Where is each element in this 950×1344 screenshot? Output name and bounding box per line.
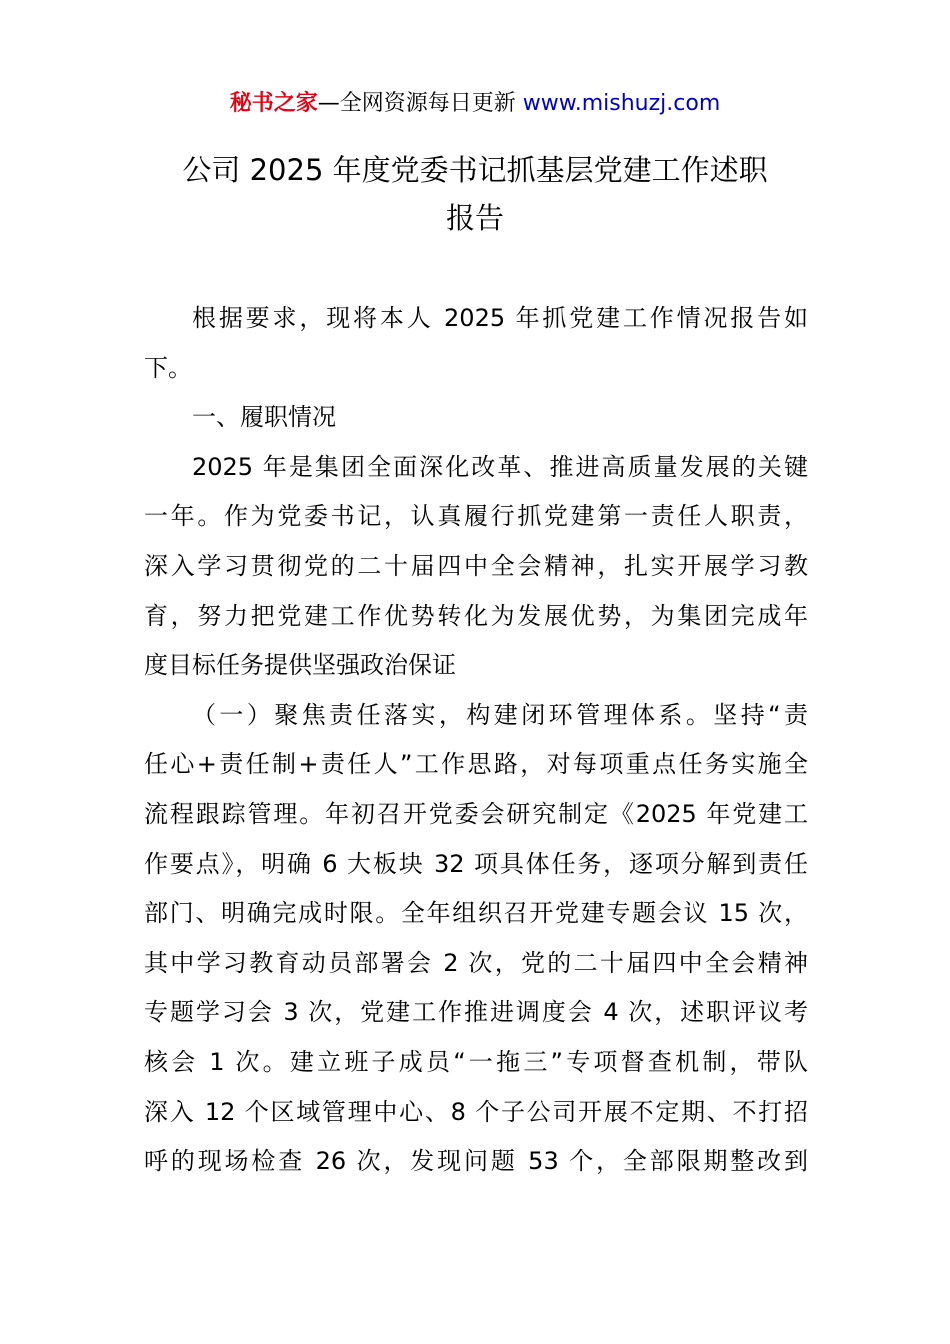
text-line: 任心+责任制+责任人”工作思路，对每项重点任务实施全 bbox=[144, 750, 808, 779]
site-header bbox=[0, 88, 950, 120]
section-heading bbox=[144, 393, 808, 443]
text-line: 专题学习会 3 次，党建工作推进调度会 4 次，述职评议考 bbox=[144, 998, 808, 1027]
text-line: 深入学习贯彻党的二十届四中全会精神，扎实开展学习教 bbox=[144, 551, 808, 580]
text-line: 流程跟踪管理。年初召开党委会研究制定《2025 年党建工 bbox=[144, 799, 808, 828]
title-line-1: 公司 2025 年度党委书记抓基层党建工作述职 bbox=[182, 153, 768, 187]
text-line: 育，努力把党建工作优势转化为发展优势，为集团完成年 bbox=[144, 601, 808, 630]
paragraph-responsibility bbox=[144, 691, 808, 1187]
title-line-2: 报告 bbox=[445, 201, 504, 235]
text-line: 下。 bbox=[144, 353, 192, 382]
text-line: 其中学习教育动员部署会 2 次，党的二十届四中全会精神 bbox=[144, 948, 808, 977]
text-line: 作要点》，明确 6 大板块 32 项具体任务，逐项分解到责任 bbox=[144, 849, 808, 878]
paragraph-overview bbox=[144, 443, 808, 691]
text-line: 部门、明确完成时限。全年组织召开党建专题会议 15 次， bbox=[144, 899, 808, 928]
text-line: 核会 1 次。建立班子成员“一拖三”专项督查机制，带队 bbox=[144, 1047, 808, 1076]
brand-name: 秘书之家 bbox=[229, 91, 318, 116]
header-tagline: —全网资源每日更新 bbox=[317, 91, 523, 116]
text-line: 2025 年是集团全面深化改革、推进高质量发展的关键 bbox=[192, 452, 808, 481]
document-body bbox=[144, 294, 808, 1187]
text-line: 呼的现场检查 26 次，发现问题 53 个，全部限期整改到 bbox=[144, 1147, 808, 1176]
text-line: 度目标任务提供坚强政治保证 bbox=[144, 651, 456, 680]
document-title bbox=[140, 146, 810, 242]
text-line: 一年。作为党委书记，认真履行抓党建第一责任人职责， bbox=[144, 502, 808, 531]
paragraph-intro bbox=[144, 294, 808, 393]
text-line: （一）聚焦责任落实，构建闭环管理体系。坚持“责 bbox=[192, 700, 808, 729]
text-line: 根据要求，现将本人 2025 年抓党建工作情况报告如 bbox=[192, 304, 808, 332]
heading-line: 一、履职情况 bbox=[192, 403, 336, 432]
text-line: 深入 12 个区域管理中心、8 个子公司开展不定期、不打招 bbox=[144, 1097, 808, 1126]
site-url-link[interactable]: www.mishuzj.com bbox=[522, 91, 721, 116]
